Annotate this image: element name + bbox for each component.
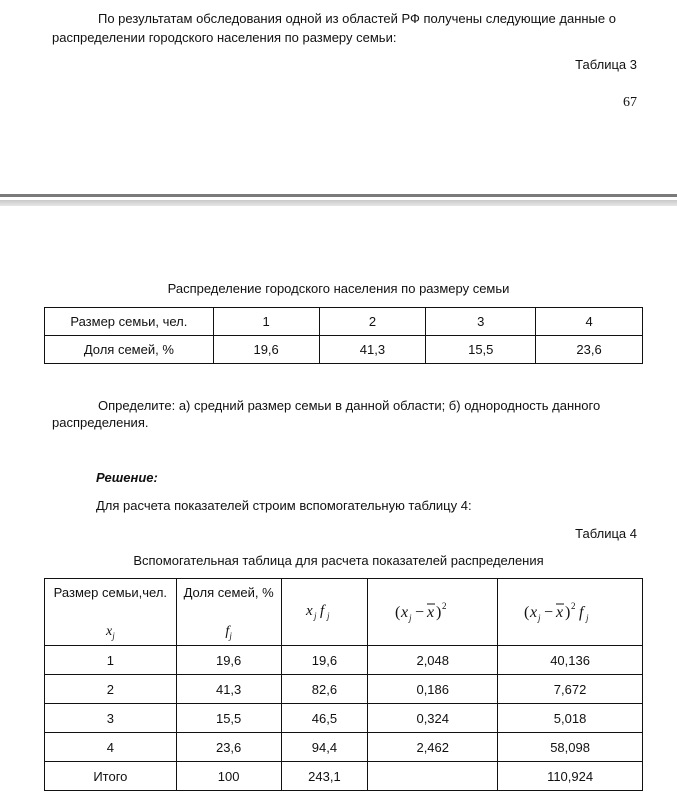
auxiliary-table	[44, 578, 643, 791]
table4-label: Таблица 4	[575, 526, 637, 541]
svg-text:j: j	[408, 612, 412, 623]
table-cell: 3	[426, 308, 536, 336]
task-line-2: распределения.	[52, 415, 149, 430]
formula-weighted-deviation-icon	[522, 598, 618, 624]
table-cell: 41,3	[176, 675, 281, 704]
table-cell: Размер семьи, чел.	[45, 308, 214, 336]
table-cell: 7,672	[498, 675, 643, 704]
table1-caption: Распределение городского населения по размеру семьи	[167, 281, 510, 296]
table-cell: 82,6	[281, 675, 368, 704]
table-cell: 23,6	[176, 733, 281, 762]
page-break-shadow	[0, 200, 677, 206]
formula-deviation-squared-icon	[393, 598, 473, 624]
table-row	[45, 704, 643, 733]
header-family-size-label: Размер семьи,чел.	[53, 585, 168, 600]
table-cell: 3	[45, 704, 177, 733]
svg-text:f: f	[320, 602, 325, 619]
svg-text:j: j	[586, 612, 589, 623]
table-cell: 19,6	[176, 646, 281, 675]
table-cell: 0,186	[368, 675, 498, 704]
header-fj-symbol: $f_j$	[225, 624, 232, 641]
table-row	[45, 646, 643, 675]
table-cell: 2	[45, 675, 177, 704]
header-xj-symbol: $x_j$	[106, 624, 115, 641]
table3-label: Таблица 3	[575, 57, 637, 72]
table-row	[45, 675, 643, 704]
table-cell: 100	[176, 762, 281, 791]
table-cell: 15,5	[426, 336, 536, 364]
table-cell: 46,5	[281, 704, 368, 733]
svg-text:x: x	[530, 603, 538, 621]
table-cell: 19,6	[213, 336, 319, 364]
table-cell: 0,324	[368, 704, 498, 733]
header-share	[176, 579, 281, 646]
svg-text:j: j	[538, 612, 541, 623]
table-header-row	[45, 579, 643, 646]
table-cell: 4	[45, 733, 177, 762]
table-cell: 41,3	[319, 336, 426, 364]
svg-text:j: j	[327, 610, 330, 621]
table-cell: 1	[213, 308, 319, 336]
table-cell: 2	[319, 308, 426, 336]
table-row	[45, 308, 643, 336]
table-cell: 23,6	[536, 336, 643, 364]
svg-text:): )	[565, 603, 571, 621]
table-cell: 94,4	[281, 733, 368, 762]
svg-text:j: j	[314, 610, 317, 621]
family-size-table	[44, 307, 643, 364]
table-cell: 243,1	[281, 762, 368, 791]
solution-heading: Решение:	[96, 470, 158, 485]
table-cell: 4	[536, 308, 643, 336]
svg-text:−: −	[544, 603, 554, 621]
table-cell: 19,6	[281, 646, 368, 675]
svg-text:): )	[435, 603, 442, 621]
table-total-row	[45, 762, 643, 791]
svg-text:2: 2	[441, 600, 447, 611]
svg-text:x: x	[556, 603, 564, 621]
header-weighted-deviation-formula	[498, 579, 643, 646]
svg-text:(: (	[394, 603, 401, 621]
solution-text: Для расчета показателей строим вспомогательную таблицу 4:	[96, 498, 472, 513]
table-cell: 1	[45, 646, 177, 675]
header-share-label: Доля семей, %	[183, 585, 274, 600]
table-row	[45, 336, 643, 364]
svg-text:x: x	[426, 603, 434, 621]
table-cell: 2,462	[368, 733, 498, 762]
svg-text:x: x	[400, 603, 408, 621]
table-cell: 15,5	[176, 704, 281, 733]
table-cell: 40,136	[498, 646, 643, 675]
svg-text:f: f	[579, 603, 584, 621]
table-cell: 110,924	[498, 762, 643, 791]
table-cell: 2,048	[368, 646, 498, 675]
table-cell: 58,098	[498, 733, 643, 762]
page-number: 67	[623, 95, 637, 110]
table-cell: Доля семей, %	[45, 336, 214, 364]
table-cell: Итого	[45, 762, 177, 791]
task-line-1: Определите: а) средний размер семьи в данной области; б) однородность данного	[98, 398, 601, 413]
table-row	[45, 733, 643, 762]
page-break-line	[0, 194, 677, 197]
table-cell: 5,018	[498, 704, 643, 733]
table2-caption: Вспомогательная таблица для расчета показателей распределения	[133, 553, 544, 568]
header-deviation-squared-formula	[368, 579, 498, 646]
intro-line-1: По результатам обследования одной из областей РФ получены следующие данные о	[98, 11, 616, 26]
svg-text:−: −	[414, 603, 424, 621]
intro-line-2: распределении городского населения по размеру семьи:	[52, 30, 397, 45]
svg-text:(: (	[524, 603, 530, 621]
svg-text:2: 2	[571, 600, 576, 611]
svg-text:x: x	[306, 602, 314, 619]
header-family-size	[45, 579, 177, 646]
table-cell	[368, 762, 498, 791]
header-xjfj-formula	[281, 579, 368, 646]
formula-xjfj-icon	[304, 600, 344, 622]
